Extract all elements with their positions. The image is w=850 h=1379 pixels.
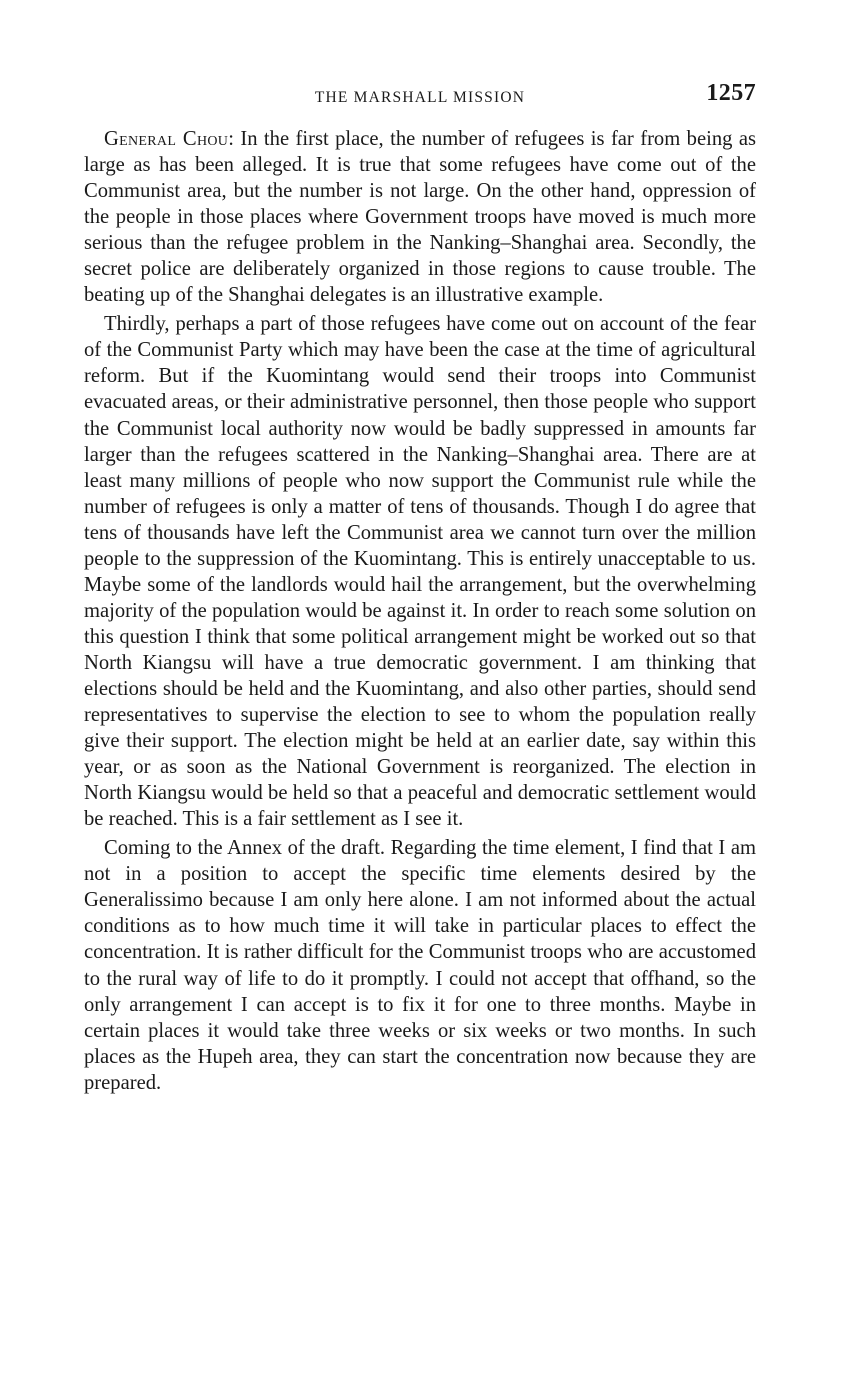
body-text <box>84 126 756 1096</box>
paragraph-text: Thirdly, perhaps a part of those refugees have come out on account of the fear of the Communist Party which may have been the case at the time of agricultural reform. But if the Kuomintang would send their troops into Communist evacuated areas, or their administrative personnel, then those people who support the Communist local authority now would be badly suppressed in amounts far larger than the refugees scattered in the Nanking–Shanghai area. There are at least many millions of people who now support the Communist rule while the number of refugees is only a matter of tens of thousands. Though I do agree that tens of thousands have left the Communist area we cannot turn over the million people to the suppression of the Kuomintang. This is entirely unacceptable to us. Maybe some of the landlords would hail the arrangement, but the overwhelming majority of the population would be against it. In order to reach some solution on this question I think that some political arrangement might be worked out so that North Kiangsu will have a true democratic government. I am thinking that elections should be held and the Kuomintang, and also other parties, should send representatives to supervise the election to see to whom the population really give their support. The election might be held at an earlier date, say within this year, or as soon as the National Government is reorganized. The election in North Kiangsu would be held so that a peaceful and democratic settlement would be reached. This is a fair settlement as I see it. <box>84 313 756 831</box>
page-number: 1257 <box>706 80 756 106</box>
speaker-separator: : <box>228 128 241 150</box>
running-head <box>84 80 756 114</box>
paragraph-text: Coming to the Annex of the draft. Regarding the time element, I find that I am not in a position to accept the specific time elements desired by the Generalissimo because I am only here alone. I am not informed about the actual conditions as to how much time it will take in particular places to effect the concentration. It is rather difficult for the Communist troops who are accustomed to the rural way of life to do it promptly. I could not accept that offhand, so the only arrangement I can accept is to fix it for one to three months. Maybe in certain places it would take three weeks or six weeks or two months. In such places as the Hupeh area, they can start the concentration now because they are prepared. <box>84 837 756 1094</box>
paragraph-thirdly <box>84 311 756 832</box>
paragraph-text: In the first place, the number of refugees is far from being as large as has been alleged. It is true that some refugees have come out of the Communist area, but the number is not large. On the other hand, oppression of the people in those places where Government troops have moved is much more serious than the refugee problem in the Nanking–Shanghai area. Secondly, the secret police are deliberately organized in those regions to cause trouble. The beating up of the Shanghai delegates is an illustrative example. <box>84 128 757 307</box>
paragraph-general-chou <box>84 126 756 308</box>
running-title: THE MARSHALL MISSION <box>314 89 526 106</box>
paragraph-annex <box>84 835 756 1095</box>
speaker-name: General Chou <box>104 128 229 150</box>
